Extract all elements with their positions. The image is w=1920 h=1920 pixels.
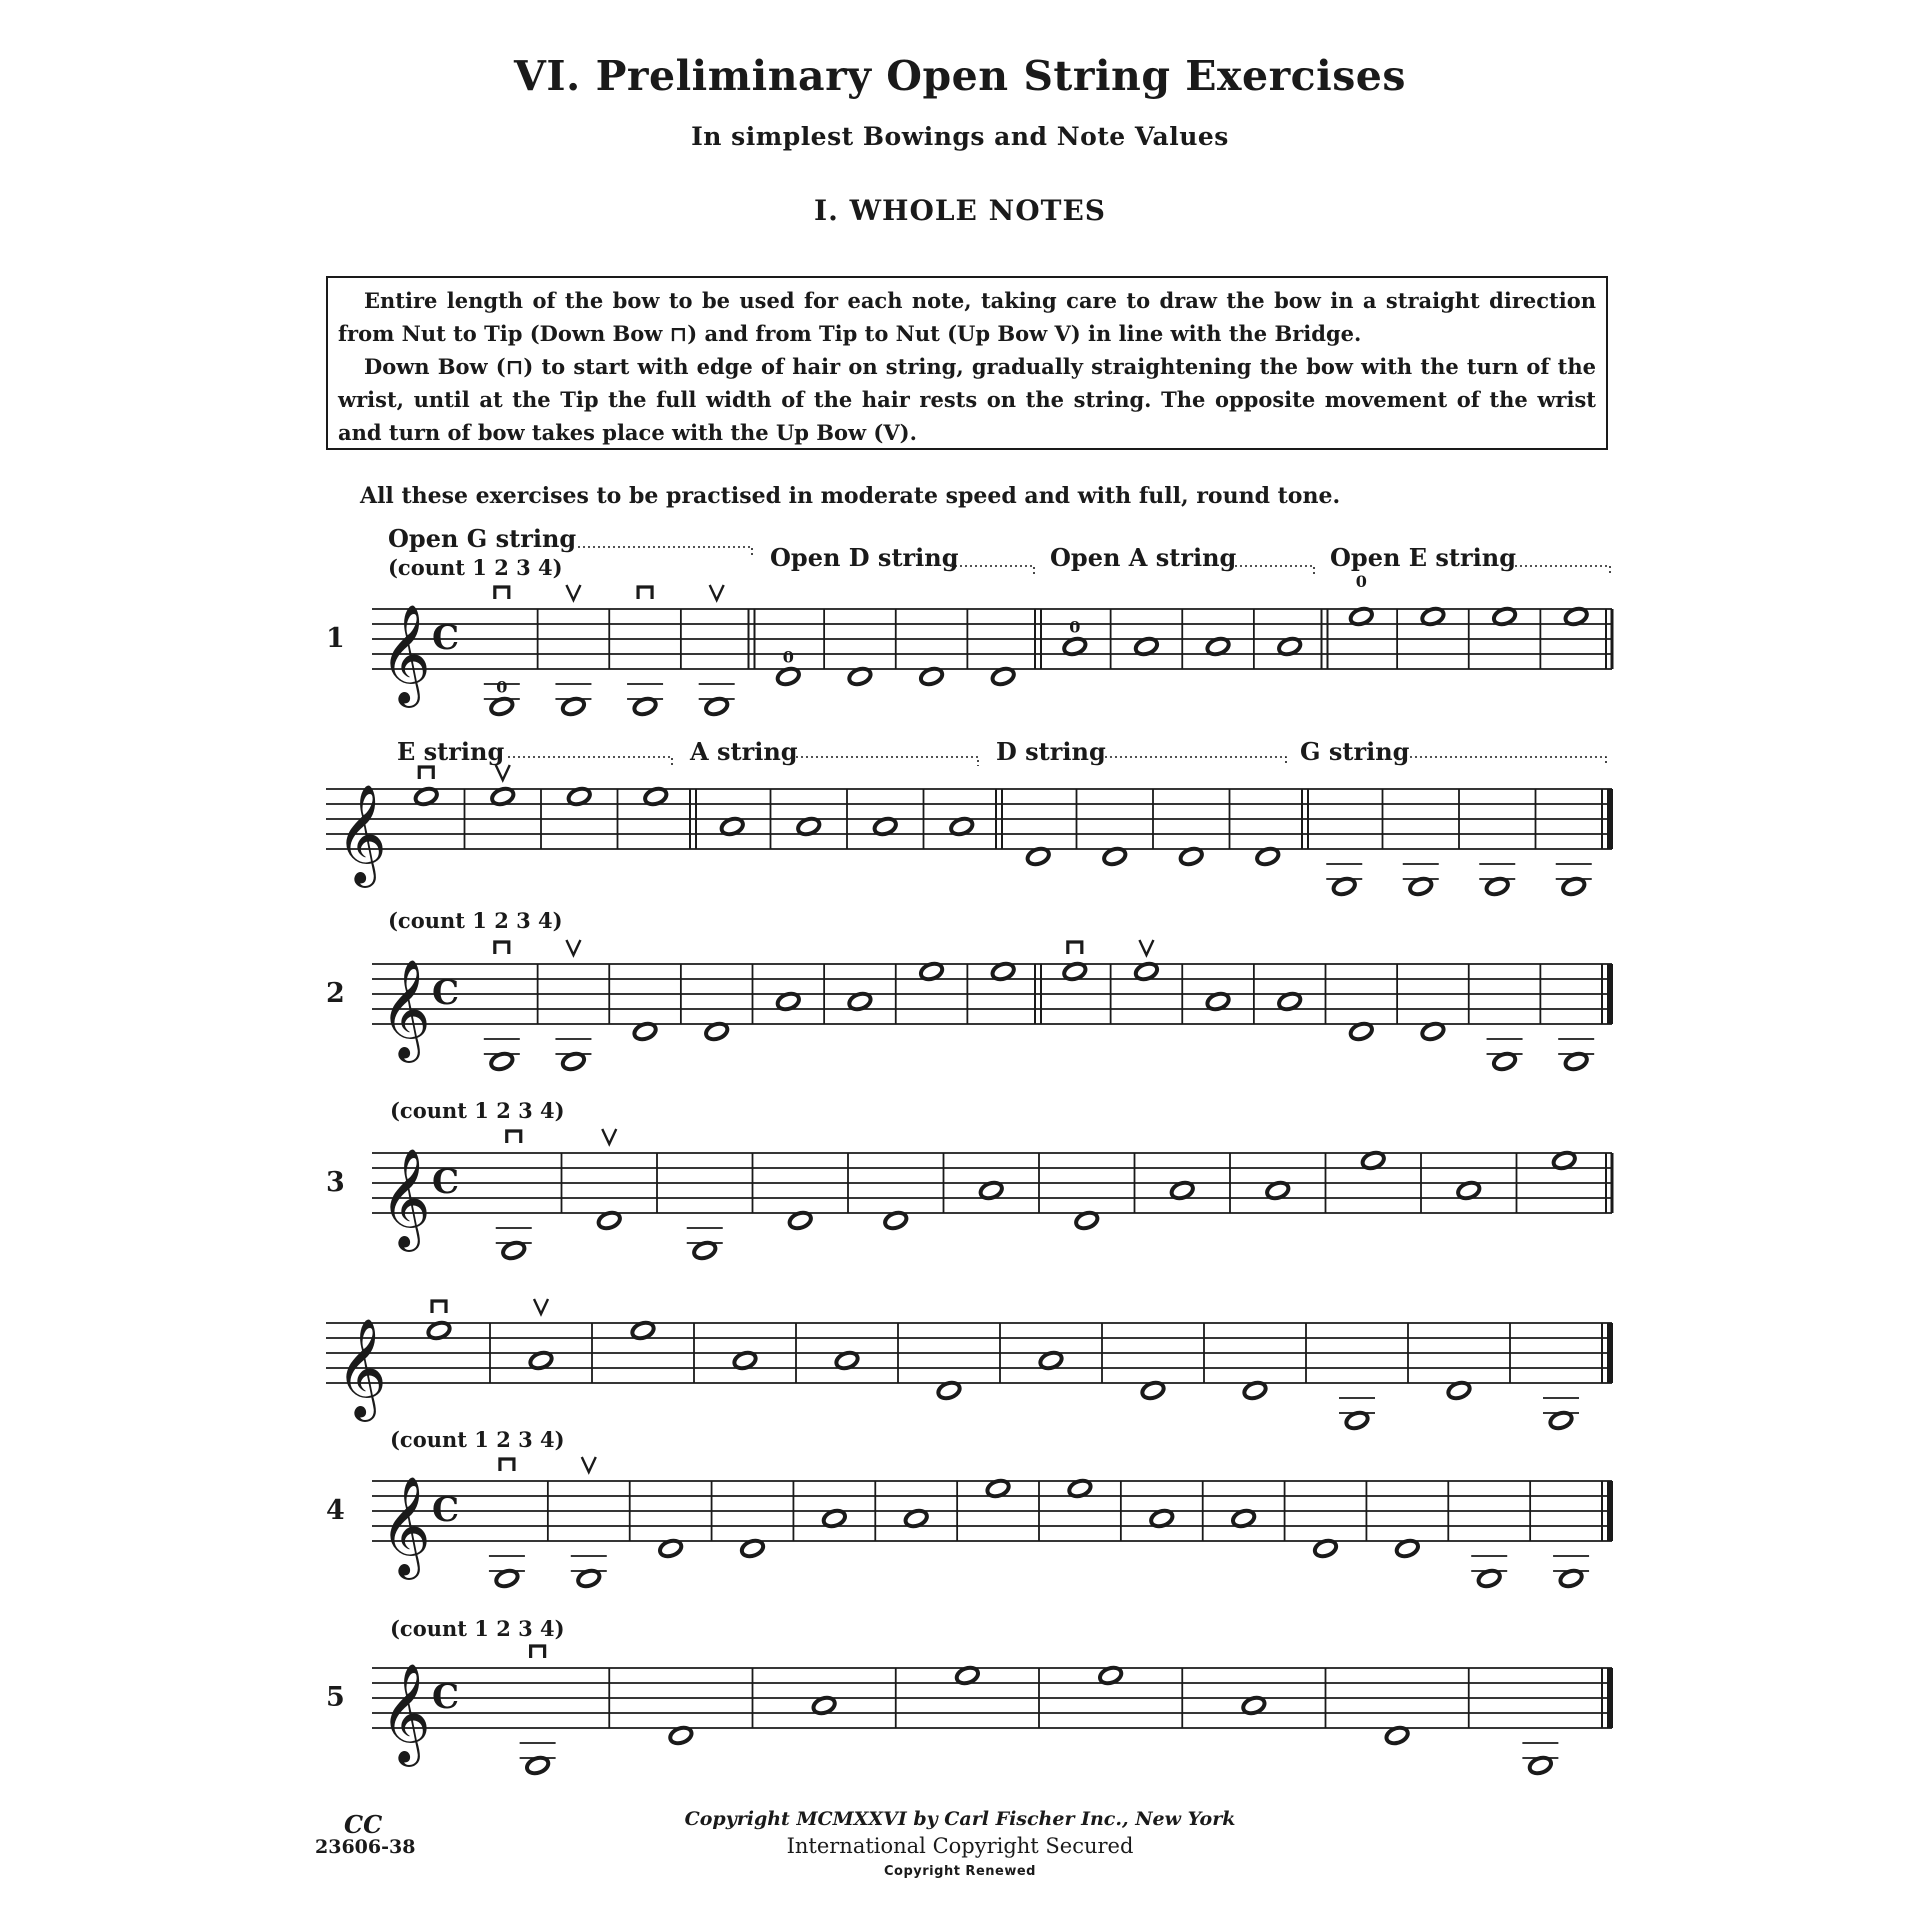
open-string-mark: 0 <box>496 677 508 697</box>
down-bow-icon <box>638 587 652 599</box>
treble-clef-icon: 𝄞 <box>380 1148 431 1248</box>
open-string-mark: 0 <box>1355 572 1367 591</box>
section-title: I. WHOLE NOTES <box>813 194 1107 227</box>
up-bow-icon <box>602 1129 616 1144</box>
final-barline-thick <box>1607 964 1613 1024</box>
final-barline-thick <box>1607 789 1613 849</box>
treble-clef-icon: 𝄞 <box>380 959 431 1059</box>
final-barline-thick <box>1607 1481 1613 1541</box>
instructions-paragraph-1: Entire length of the bow to be used for each note, taking care to draw the bow in a straight direction from Nut to Tip (Down Bow ⊓) and from Tip to Nut (Up Bow V) in line with the Bridge. <box>338 288 1596 346</box>
staff-system-3 <box>326 1129 1612 1261</box>
staff-system-1 <box>326 572 1612 717</box>
open-string-mark: 0 <box>782 647 794 667</box>
exercise-number: 3 <box>326 1167 345 1198</box>
label-e-string: E string <box>397 737 505 766</box>
label-open-a-string: Open A string <box>1050 543 1237 572</box>
exercise-number: 2 <box>326 978 345 1009</box>
open-string-mark: 0 <box>1069 617 1081 637</box>
label-open-d-string: Open D string <box>770 543 959 572</box>
staff-system-1b <box>326 765 1613 897</box>
treble-clef-icon: 𝄞 <box>380 1476 431 1576</box>
up-bow-icon <box>582 1457 596 1472</box>
practice-note: All these exercises to be practised in moderate speed and with full, round tone. <box>360 483 1341 509</box>
footer-international: International Copyright Secured <box>786 1834 1134 1858</box>
common-time-icon: C <box>432 1677 460 1717</box>
up-bow-icon <box>534 1299 548 1314</box>
exercise-number: 5 <box>326 1682 345 1713</box>
final-barline-thick <box>1607 1668 1613 1728</box>
down-bow-icon <box>495 587 509 599</box>
up-bow-icon <box>710 585 724 600</box>
label-g-string: G string <box>1300 737 1410 766</box>
treble-clef-icon: 𝄞 <box>336 784 387 884</box>
count-label-2: (count 1 2 3 4) <box>388 908 563 933</box>
down-bow-icon <box>419 767 433 779</box>
treble-clef-icon: 𝄞 <box>380 1663 431 1763</box>
down-bow-icon <box>500 1459 514 1471</box>
staff-system-4 <box>326 1457 1613 1589</box>
staff-system-3b <box>326 1299 1613 1431</box>
label-d-string: D string <box>996 737 1106 766</box>
footer-code-cc: CC <box>344 1810 383 1839</box>
common-time-icon: C <box>432 1162 460 1202</box>
staff-system-5 <box>326 1646 1613 1776</box>
exercise-number: 1 <box>326 623 345 654</box>
up-bow-icon <box>1139 940 1153 955</box>
final-barline-thick <box>1607 1323 1613 1383</box>
page-subtitle: In simplest Bowings and Note Values <box>691 122 1229 151</box>
footer-renewed: Copyright Renewed <box>884 1864 1036 1879</box>
instructions-paragraph-2: Down Bow (⊓) to start with edge of hair on string, gradually straightening the bow with the turn of the wrist, until at the Tip the full width of the hair rests on the string. The opposite movement of the wrist and turn of bow takes place with the Up Bow (V). <box>338 354 1596 445</box>
page-title: VI. Preliminary Open String Exercises <box>514 52 1406 100</box>
label-open-e-string: Open E string <box>1330 543 1516 572</box>
label-open-g-string: Open G string <box>388 524 577 553</box>
count-label-4: (count 1 2 3 4) <box>390 1427 565 1452</box>
treble-clef-icon: 𝄞 <box>380 604 431 704</box>
down-bow-icon <box>432 1301 446 1313</box>
count-label-3: (count 1 2 3 4) <box>390 1098 565 1123</box>
down-bow-icon <box>495 942 509 954</box>
common-time-icon: C <box>432 618 460 658</box>
footer-catalog-number: 23606-38 <box>315 1836 416 1858</box>
up-bow-icon <box>496 765 510 780</box>
count-label-1: (count 1 2 3 4) <box>388 555 563 580</box>
down-bow-icon <box>1068 942 1082 954</box>
treble-clef-icon: 𝄞 <box>336 1318 387 1418</box>
common-time-icon: C <box>432 973 460 1013</box>
label-a-string: A string <box>690 737 798 766</box>
down-bow-icon <box>531 1646 545 1658</box>
staff-system-2 <box>326 940 1613 1072</box>
footer-copyright: Copyright MCMXXVI by Carl Fischer Inc., New York <box>684 1808 1236 1830</box>
down-bow-icon <box>507 1131 521 1143</box>
exercise-number: 4 <box>326 1495 345 1526</box>
up-bow-icon <box>566 940 580 955</box>
count-label-5: (count 1 2 3 4) <box>390 1616 565 1641</box>
common-time-icon: C <box>432 1490 460 1530</box>
up-bow-icon <box>566 585 580 600</box>
string-brackets <box>508 547 1610 766</box>
